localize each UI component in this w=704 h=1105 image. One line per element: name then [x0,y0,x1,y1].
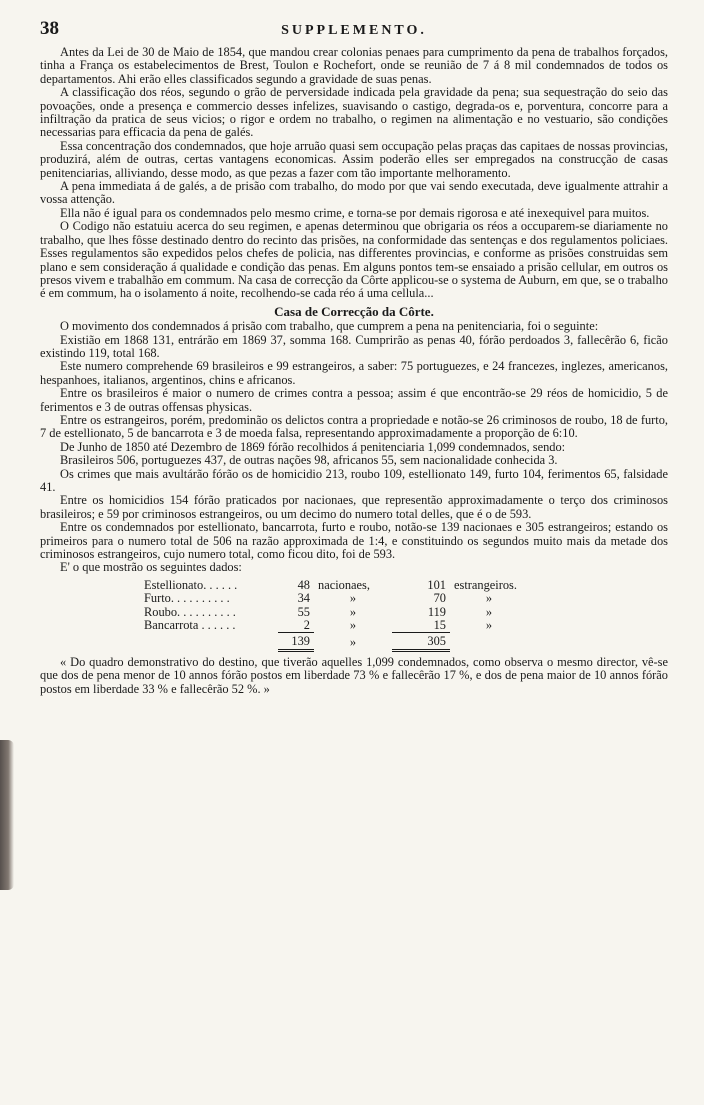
ditto-mark: » [349,604,357,619]
ditto-mark: » [485,604,493,619]
total-estrangeiros: 305 [392,633,450,650]
row-label: Bancarrota . . . . . . [144,618,236,633]
ditto-mark: » [349,591,357,606]
running-title: SUPPLEMENTO. [281,23,427,38]
page-number: 38 [40,18,59,39]
paragraph: Antes da Lei de 30 de Maio de 1854, que mandou crear colonias penaes para cumprimento da pena de trabalhos forçados, tinha a França os estabelecimentos de Brest, Toulon e Rochefort, onde se reunião de 7 á 8 mil condemnados de todos os departamentos. Ahi erão elles classificados segundo a gravidade de suas penas. [40,45,668,86]
ditto-mark: » [349,618,357,633]
table-row [140,619,528,633]
paragraph: A pena immediata á de galés, a de prisão com trabalho, do modo por que vai sendo executada, deve igualmente attrahir a vossa attenção. [40,179,668,207]
paragraph: Os crimes que mais avultárão fórão os de homicidio 213, roubo 109, estellionato 149, furto 104, ferimentos 65, falsidade 41. [40,466,668,494]
estrangeiros-value: 101 [427,577,446,592]
paragraph: Existião em 1868 131, entrárão em 1869 37, somma 168. Cumprirão as penas 40, fórão perdoados 3, fallecêrão 6, ficão existindo 119, total 168. [40,332,668,360]
paragraph: E' o que mostrão os seguintes dados: [60,560,242,575]
ditto-mark: » [349,634,357,649]
estrangeiros-value: 15 [392,619,450,633]
table-row [140,606,528,619]
paragraph: O movimento dos condemnados á prisão com trabalho, que cumprem a pena na penitenciaria, foi o seguinte: [60,319,599,334]
paragraph: Brasileiros 506, portuguezes 437, de outras nações 98, africanos 55, sem nacionalidade conhecida 3. [60,453,558,468]
page-header [40,18,668,42]
row-label: Estellionato. . . . . . [144,577,238,592]
estrangeiros-column-label: estrangeiros. [454,577,517,592]
paragraph: O Codigo não estatuiu acerca do seu regimen, e apenas determinou que obrigaria os réos a occuparem-se diariamente no trabalho, que lhes fôsse destinado dentro do recinto das prisões, na conformidade das sentenças e dos regulamentos policiaes. Esses regulamentos são expedidos pelos chefes de policia, nas differentes provincias, e conforme as prisões construidas sem plano e sem consideração á qualidade e condição das penas. Em alguns pontos tem-se ensaiado a prisão cellular, em outros os presos vivem e trabalhão em commum. Na casa de correcção da Côrte applicou-se o systema de Auburn, em que, se o trabalho é em commum, ha o isolamento á noite, recolhendo-se cada réo á uma cellula... [40,219,668,301]
paragraph: Essa concentração dos condemnados, que hoje arruão quasi sem occupação pelas praças das capitaes de nossas provincias, produzirá, além de outras, certas vantagens economicas. Assim poderão elles ser empregados na construcção de casas penitenciarias, alliviando, desse modo, as que pezas a fazer com tão importante melhoramento. [40,138,668,180]
section-title: Casa de Correcção da Côrte. [274,303,434,319]
quoted-paragraph: « Do quadro demonstrativo do destino, que tiverão aquelles 1,099 condemnados, como observa o mesmo director, vê-se que dos de pena menor de 10 annos fórão postos em liberdade 73 % e fallecêrão 17 %, e dos de pena maior de 10 annos fórão postos em liberdade 33 % e fallecêrão 52 %. » [40,654,668,696]
paragraph: Entre os estrangeiros, porém, predominão os delictos contra a propriedade e notão-se 26 criminosos de roubo, 18 de furto, 7 de estellionato, 5 de bancarrota e 3 de moeda falsa, representando approximadamente a proporção de 6:10. [40,412,668,441]
paragraph: Entre os condemnados por estellionato, bancarrota, furto e roubo, notão-se 139 nacionaes e 305 estrangeiros; estando os primeiros para o numero total de 506 na razão approximada de 1:4, e constituindo os segundos muito mais da metade dos criminosos estrangeiros, cujo numero total, como ficou dito, foi de 593. [40,520,668,562]
estrangeiros-value: 70 [433,591,446,606]
nacionaes-value: 48 [297,577,310,592]
paragraph: Ella não é igual para os condemnados pelo mesmo crime, e torna-se por demais rigorosa e até inexequivel para muitos. [60,205,650,220]
nacionaes-value: 34 [297,591,310,606]
row-label: Furto. . . . . . . . . . [144,591,230,606]
book-spine-shadow [0,740,14,890]
document-page [40,18,668,696]
totals-row [140,633,528,650]
table-row [140,579,528,592]
estrangeiros-value: 119 [427,604,446,619]
paragraph: A classificação dos réos, segundo o grão de perversidade indicada pela gravidade da pena; sua sequestração do seio das povoações, onde a presença e commercio desses infelizes, suavisando o castigo, degrada-os e, porventura, concorre para a infiltração da pratica de seus vicios; o rigor e ordem no trabalho, o regimen na alimentação e no vestuario, são condições necessarias para efficacia da pena de galés. [40,85,668,140]
ditto-mark: » [485,618,493,633]
ditto-mark: » [485,591,493,606]
paragraph: De Junho de 1850 até Dezembro de 1869 fórão recolhidos á penitenciaria 1,099 condemnados, sendo: [60,439,566,454]
paragraph: Este numero comprehende 69 brasileiros e 99 estrangeiros, a saber: 75 portuguezes, e 24 francezes, inglezes, americanos, hespanhoes, italianos, argentinos, chins e africanos. [40,359,668,387]
crime-statistics-table [140,579,528,652]
nacionaes-value: 2 [278,619,314,633]
paragraph: Entre os homicidios 154 fórão praticados por nacionaes, que representão approximadamente o terço dos criminosos brasileiros; e 59 por criminosos estrangeiros, ou um decimo do numero total delles, que é o de 593. [40,493,668,521]
row-label: Roubo. . . . . . . . . . [144,604,236,619]
table-row [140,592,528,605]
paragraph: Entre os brasileiros é maior o numero de crimes contra a pessoa; assim é que encontrão-se 29 réos de homicidio, 5 de ferimentos e 3 de outras offensas physicas. [40,386,668,414]
total-nacionaes: 139 [278,633,314,650]
nacionaes-column-label: nacionaes, [318,577,370,592]
nacionaes-value: 55 [297,604,310,619]
